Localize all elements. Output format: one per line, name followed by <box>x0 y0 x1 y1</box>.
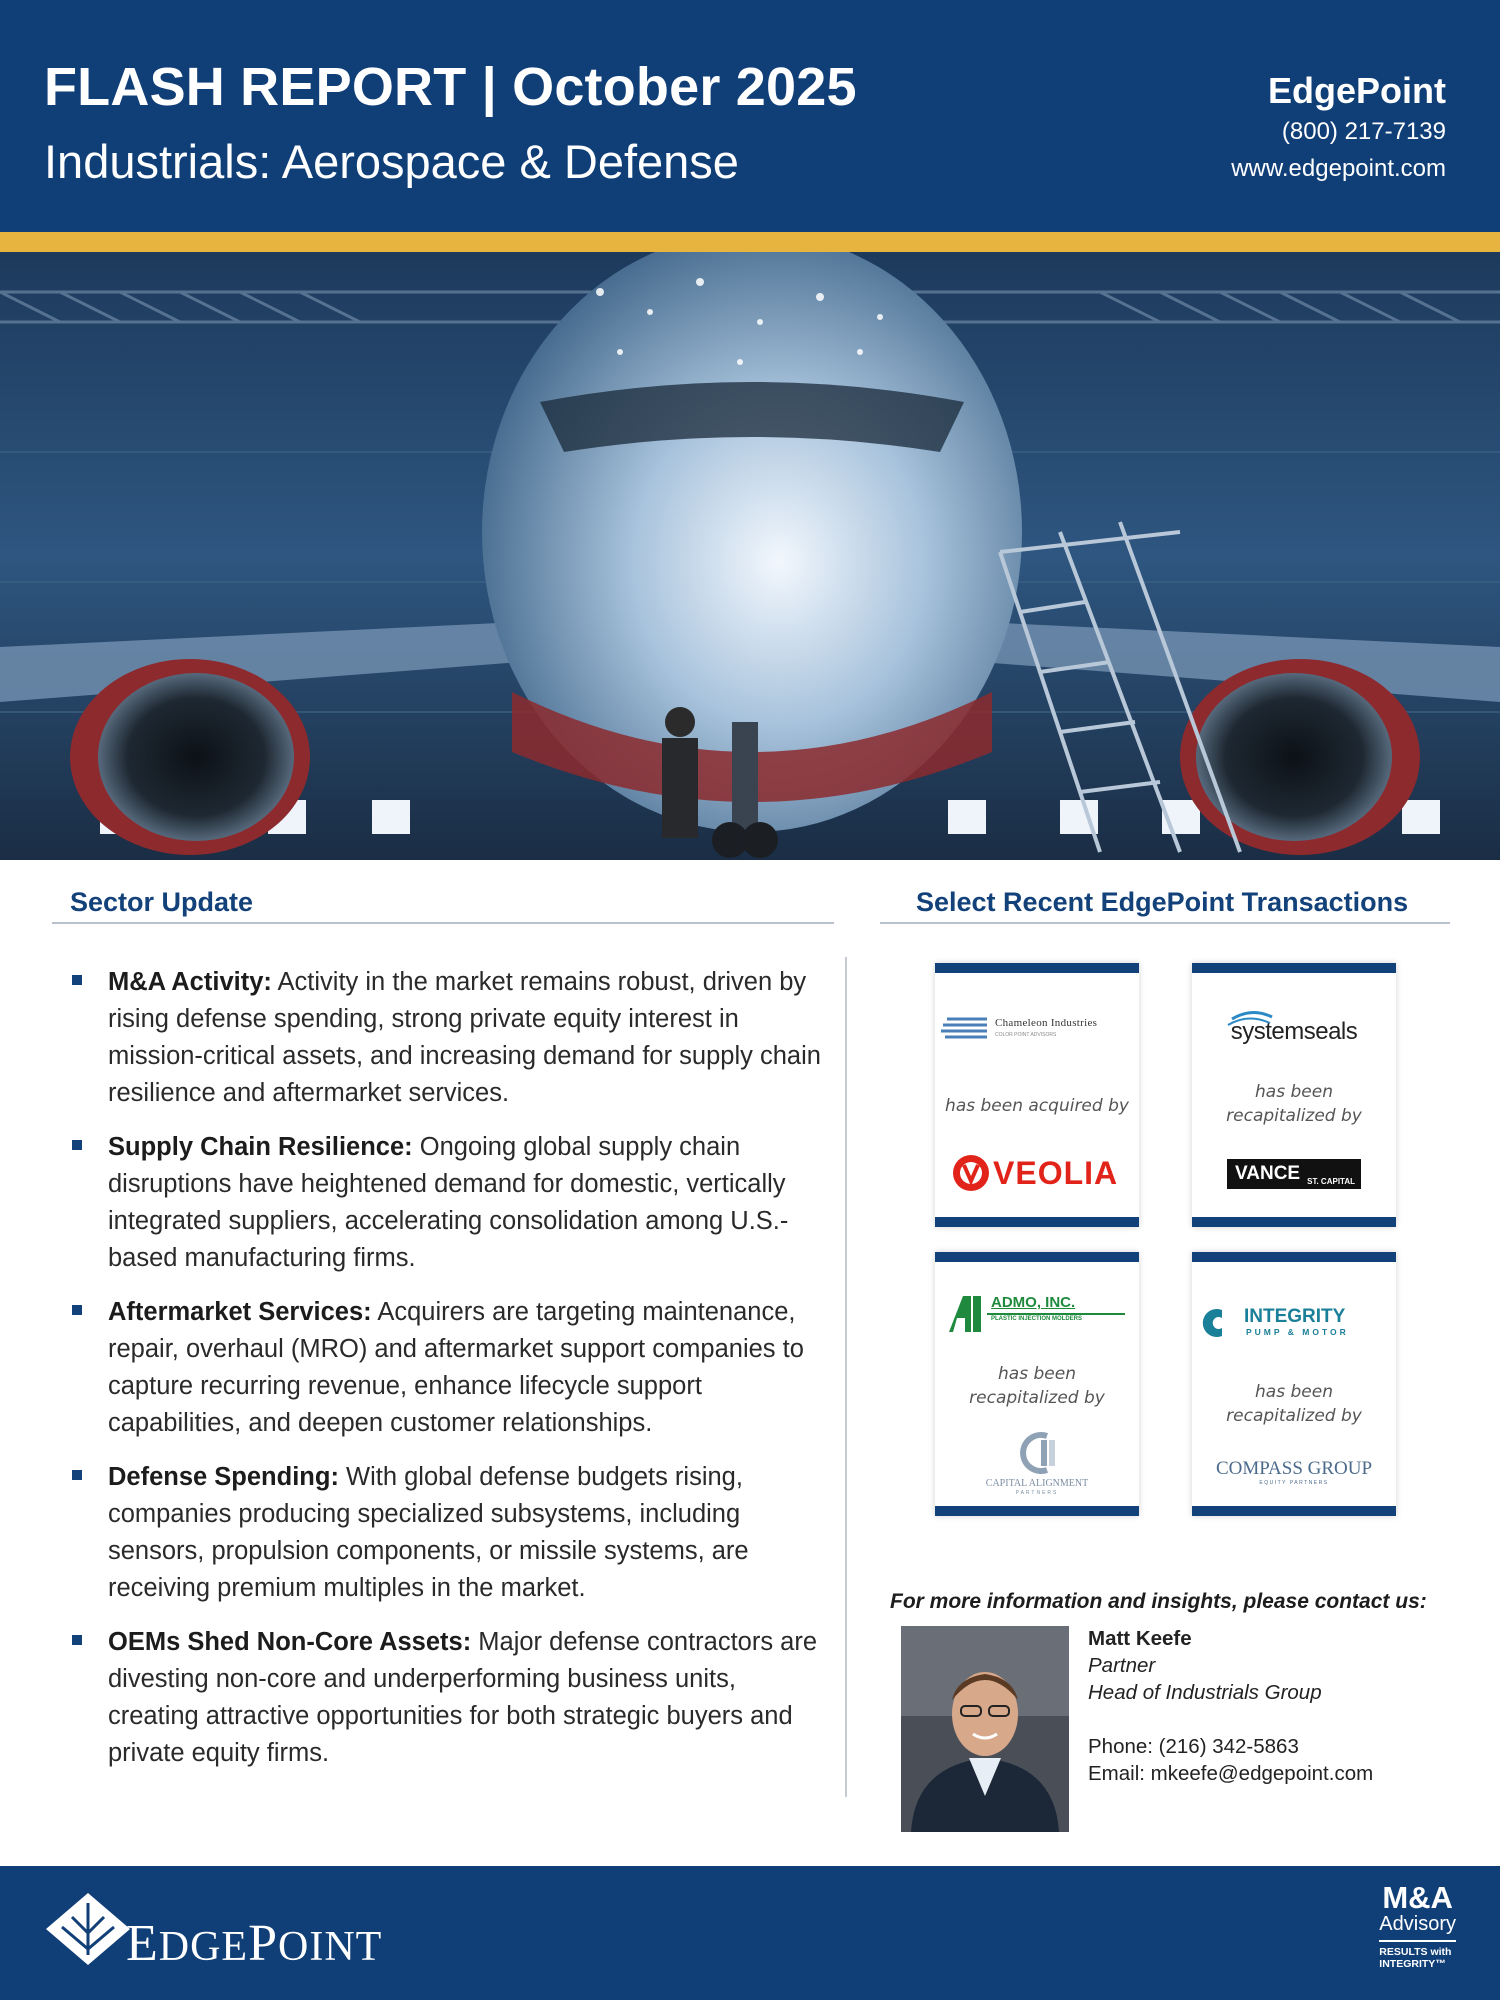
ma-advisory-badge <box>1379 1882 1456 1970</box>
wordmark-part: OINT <box>278 1924 383 1970</box>
vance-logo <box>1192 1159 1396 1189</box>
bullet-square-icon <box>72 1140 82 1150</box>
compass-group-tagline: EQUITY PARTNERS <box>1259 1480 1329 1486</box>
capital-alignment-name: CAPITAL ALIGNMENT <box>985 1478 1089 1489</box>
deal-action-text: recapitalized by <box>1226 1406 1362 1426</box>
compass-group-logo <box>1192 1458 1396 1486</box>
tombstone-systemseals[interactable] <box>1192 963 1396 1227</box>
sector-item-text: Acquirers are targeting maintenance, repair, overhaul (MRO) and aftermarket support companies to capture recurring revenue, enhance lifecycle support capabilities, and deepen customer relationships. <box>108 1298 804 1437</box>
wordmark-part: E <box>126 1915 159 1972</box>
contact-phone[interactable]: Phone: (216) 342-5863 <box>1088 1735 1299 1758</box>
hero-aircraft-image <box>0 252 1500 860</box>
report-title: FLASH REPORT | October 2025 <box>44 57 857 117</box>
compass-group-name: COMPASS GROUP <box>1215 1458 1373 1479</box>
edgepoint-mark-icon <box>42 1889 134 1970</box>
capital-alignment-logo <box>935 1430 1139 1496</box>
integrity-name: INTEGRITY <box>1244 1306 1346 1327</box>
transactions-rule <box>880 922 1450 924</box>
wordmark-part: P <box>248 1915 279 1972</box>
vance-tagline: ST. CAPITAL <box>1307 1177 1355 1186</box>
header-brand: EdgePoint <box>1268 70 1446 111</box>
header-phone[interactable]: (800) 217-7139 <box>1281 118 1446 145</box>
contact-role: Head of Industrials Group <box>1088 1681 1322 1704</box>
deal-action-text: recapitalized by <box>1226 1106 1362 1126</box>
deal-action-text: has been <box>998 1364 1076 1384</box>
sector-item-lead: Aftermarket Services: <box>108 1298 372 1326</box>
sector-item-supply-chain <box>72 1129 827 1277</box>
bullet-square-icon <box>72 1305 82 1315</box>
badge-tagline: RESULTS with <box>1379 1946 1452 1958</box>
sector-update-list <box>72 964 827 1789</box>
integrity-logo <box>1192 1304 1396 1345</box>
deal-action-text: has been acquired by <box>945 1096 1129 1116</box>
wordmark-part: DGE <box>158 1924 249 1970</box>
tombstone-integrity[interactable] <box>1192 1252 1396 1516</box>
transactions-heading: Select Recent EdgePoint Transactions <box>916 887 1409 917</box>
capital-alignment-tagline: PARTNERS <box>1015 1490 1059 1496</box>
badge-tagline: INTEGRITY™ <box>1379 1958 1446 1970</box>
sector-item-aftermarket <box>72 1294 827 1442</box>
sector-item-text: Major defense contractors are divesting non-core and underperforming business units, creating attractive opportunities for both strategic buyers and private equity firms. <box>108 1628 818 1767</box>
badge-rule <box>1379 1940 1456 1942</box>
admo-logo <box>935 1292 1139 1341</box>
systemseals-name: systemseals <box>1230 1018 1358 1045</box>
chameleon-name: Chameleon Industries <box>995 1017 1098 1029</box>
contact-email[interactable]: Email: mkeefe@edgepoint.com <box>1088 1762 1374 1785</box>
sector-item-lead: M&A Activity: <box>108 968 272 996</box>
tombstone-chameleon[interactable] <box>935 963 1139 1227</box>
bullet-square-icon <box>72 975 82 985</box>
contact-title: Partner <box>1088 1654 1156 1677</box>
column-divider <box>845 957 847 1797</box>
veolia-name: VEOLIA <box>993 1155 1119 1191</box>
tombstone-admo[interactable] <box>935 1252 1139 1516</box>
contact-heading: For more information and insights, please contact us: <box>890 1590 1427 1613</box>
sector-item-ma-activity <box>72 964 827 1112</box>
gold-divider <box>0 232 1500 252</box>
report-subtitle: Industrials: Aerospace & Defense <box>44 135 739 188</box>
admo-tagline: PLASTIC INJECTION MOLDERS <box>991 1316 1083 1322</box>
chameleon-tagline: COLOR POINT ADVISORS <box>995 1032 1057 1038</box>
vance-name: VANCE <box>1235 1163 1301 1184</box>
contact-name: Matt Keefe <box>1088 1627 1192 1650</box>
sector-item-oems <box>72 1624 827 1772</box>
admo-name: ADMO, INC. <box>991 1294 1076 1311</box>
footer-wordmark <box>126 1914 382 1973</box>
sector-item-lead: Supply Chain Resilience: <box>108 1133 413 1161</box>
chameleon-logo <box>935 1007 1139 1052</box>
deal-action-text: has been <box>1255 1082 1333 1102</box>
sector-item-text: Activity in the market remains robust, driven by rising defense spending, strong private equity interest in mission-critical assets, and increasing demand for supply chain resilience and aftermarket services. <box>108 968 821 1107</box>
badge-subtitle: Advisory <box>1379 1913 1456 1935</box>
header-website[interactable]: www.edgepoint.com <box>1231 155 1446 182</box>
badge-title: M&A <box>1382 1880 1453 1915</box>
sector-item-text: With global defense budgets rising, companies producing specialized subsystems, including sensors, propulsion components, or missile systems, are receiving premium multiples in the market. <box>108 1463 749 1602</box>
sector-item-text: Ongoing global supply chain disruptions have heightened demand for domestic, vertically integrated suppliers, accelerating consolidation among U.S.-based manufacturing firms. <box>108 1133 789 1272</box>
sector-item-defense-spending <box>72 1459 827 1607</box>
bullet-square-icon <box>72 1635 82 1645</box>
systemseals-logo <box>1192 1005 1396 1054</box>
contact-photo <box>901 1626 1069 1832</box>
integrity-tagline: PUMP & MOTOR <box>1246 1327 1349 1337</box>
deal-action-text: recapitalized by <box>969 1388 1105 1408</box>
sector-update-heading: Sector Update <box>70 887 254 917</box>
sector-item-lead: OEMs Shed Non-Core Assets: <box>108 1628 472 1656</box>
sector-update-rule <box>52 922 834 924</box>
deal-action-text: has been <box>1255 1382 1333 1402</box>
veolia-logo <box>935 1151 1139 1200</box>
sector-item-lead: Defense Spending: <box>108 1463 339 1491</box>
bullet-square-icon <box>72 1470 82 1480</box>
